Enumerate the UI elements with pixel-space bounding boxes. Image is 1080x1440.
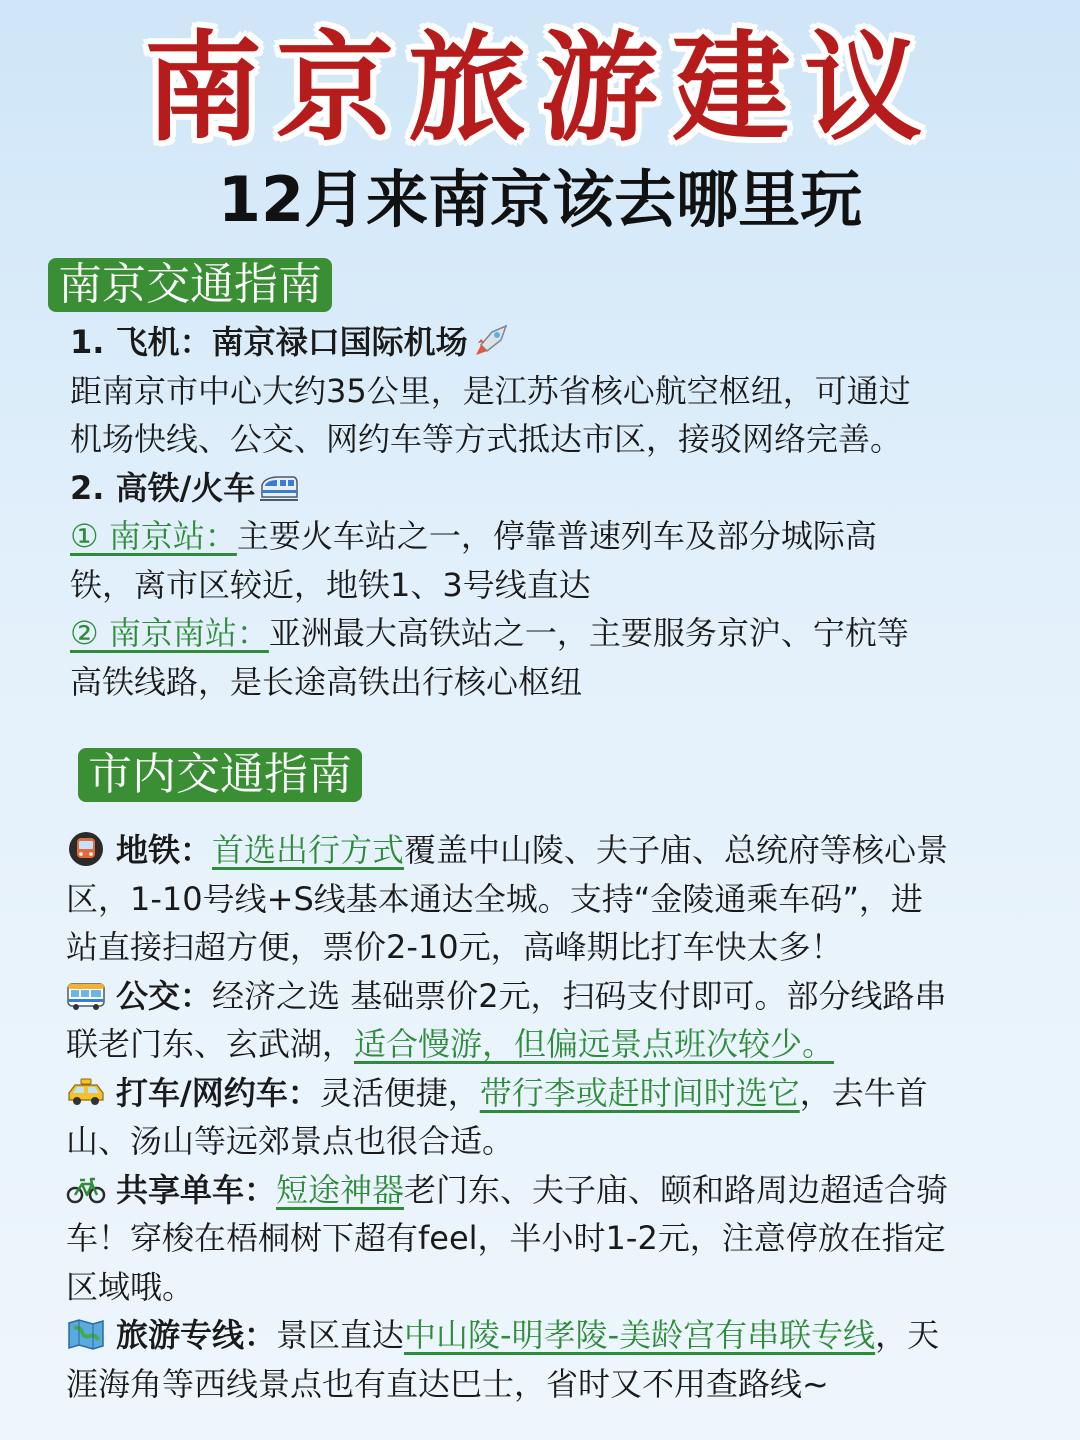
tour-text-1b: ，天 [875,1316,940,1354]
flight-heading [70,318,1030,367]
metro-label: 地铁： [116,831,213,869]
bike-line-1 [66,1166,1046,1215]
bike-highlight: 短途神器 [276,1170,405,1209]
bus-text-2: 联老门东、玄武湖， [66,1025,355,1063]
tour-line-1 [66,1311,1046,1360]
station1-line-2: 铁，离市区较近，地铁1、3号线直达 [70,565,591,604]
station2-text-1: 亚洲最大高铁站之一，主要服务京沪、宁杭等 [268,614,909,652]
rail-heading-text: 2. 高铁/火车 [70,468,256,507]
bus-highlight: 适合慢游，但偏远景点班次较少。 [354,1025,835,1063]
bike-line-3: 区域哦。 [66,1267,195,1306]
station1-label: ① 南京站： [70,517,237,555]
station1-line-1 [70,512,1030,561]
tour-highlight: 中山陵-明孝陵-美龄宫有串联专线 [404,1316,876,1354]
section-tag-nanjing-transport [48,258,332,312]
taxi-text-1b: ，去牛首 [799,1073,928,1112]
tour-line-2: 涯海角等西线景点也有直达巴士，省时又不用查路线~ [66,1364,829,1403]
bike-label: 共享单车： [116,1170,277,1209]
bullet-train-icon [259,469,299,505]
flight-heading-text: 1. 飞机：南京禄口国际机场 [70,323,468,361]
page-subtitle: 12月来南京该去哪里玩 [217,163,863,236]
page-title: 南京旅游建议 [143,18,936,157]
station1-text-1: 主要火车站之一，停靠普速列车及部分城际高 [236,517,877,555]
section-tag-label: 市内交通指南 [88,749,352,800]
tour-label: 旅游专线： [116,1316,277,1354]
station2-label: ② 南京南站： [70,614,269,652]
metro-line-1 [66,826,1046,875]
metro-line-2: 区，1-10号线+S线基本通达全城。支持“金陵通乘车码”，进 [66,879,923,918]
tour-text-1a: 景区直达 [276,1316,405,1354]
station2-line-1 [70,609,1030,658]
taxi-icon [66,1074,106,1110]
bus-label: 公交： [116,976,213,1015]
bike-line-2: 车！穿梭在梧桐树下超有feel，半小时1-2元，注意停放在指定 [66,1219,946,1257]
taxi-line-1 [66,1069,1046,1118]
flight-text-line-2: 机场快线、公交、网约车等方式抵达市区，接驳网络完善。 [70,420,903,458]
section-tag-label: 南京交通指南 [58,259,322,310]
map-icon [66,1316,106,1352]
bike-text-1: 老门东、夫子庙、颐和路周边超适合骑 [404,1170,949,1209]
rail-heading [70,464,1030,513]
bus-text-1: 经济之选 基础票价2元，扫码支付即可。部分线路串 [212,976,947,1015]
metro-text-1: 覆盖中山陵、夫子庙、总统府等核心景 [404,831,949,869]
metro-highlight: 首选出行方式 [212,831,405,869]
taxi-highlight: 带行李或赶时间时选它 [479,1073,800,1112]
taxi-text-1a: 灵活便捷， [319,1073,480,1112]
bus-line-2 [66,1020,1046,1069]
station2-line-2: 高铁线路，是长途高铁出行核心枢纽 [70,662,583,701]
metro-line-3: 站直接扫超方便，票价2-10元，高峰期比打车快太多！ [66,928,843,966]
taxi-line-2: 山、汤山等远郊景点也很合适。 [66,1122,515,1160]
taxi-label: 打车/网约车： [116,1073,320,1112]
bicycle-icon [66,1171,106,1207]
flight-text-line-1: 距南京市中心大约35公里，是江苏省核心航空枢纽，可通过 [70,371,911,410]
nanjing-transport-content [70,318,1030,706]
bus-icon [66,977,106,1013]
metro-icon [66,831,106,867]
city-transport-content [66,826,1046,1408]
section-tag-city-transport [78,748,362,802]
bus-line-1 [66,972,1046,1021]
rocket-icon [472,323,512,359]
